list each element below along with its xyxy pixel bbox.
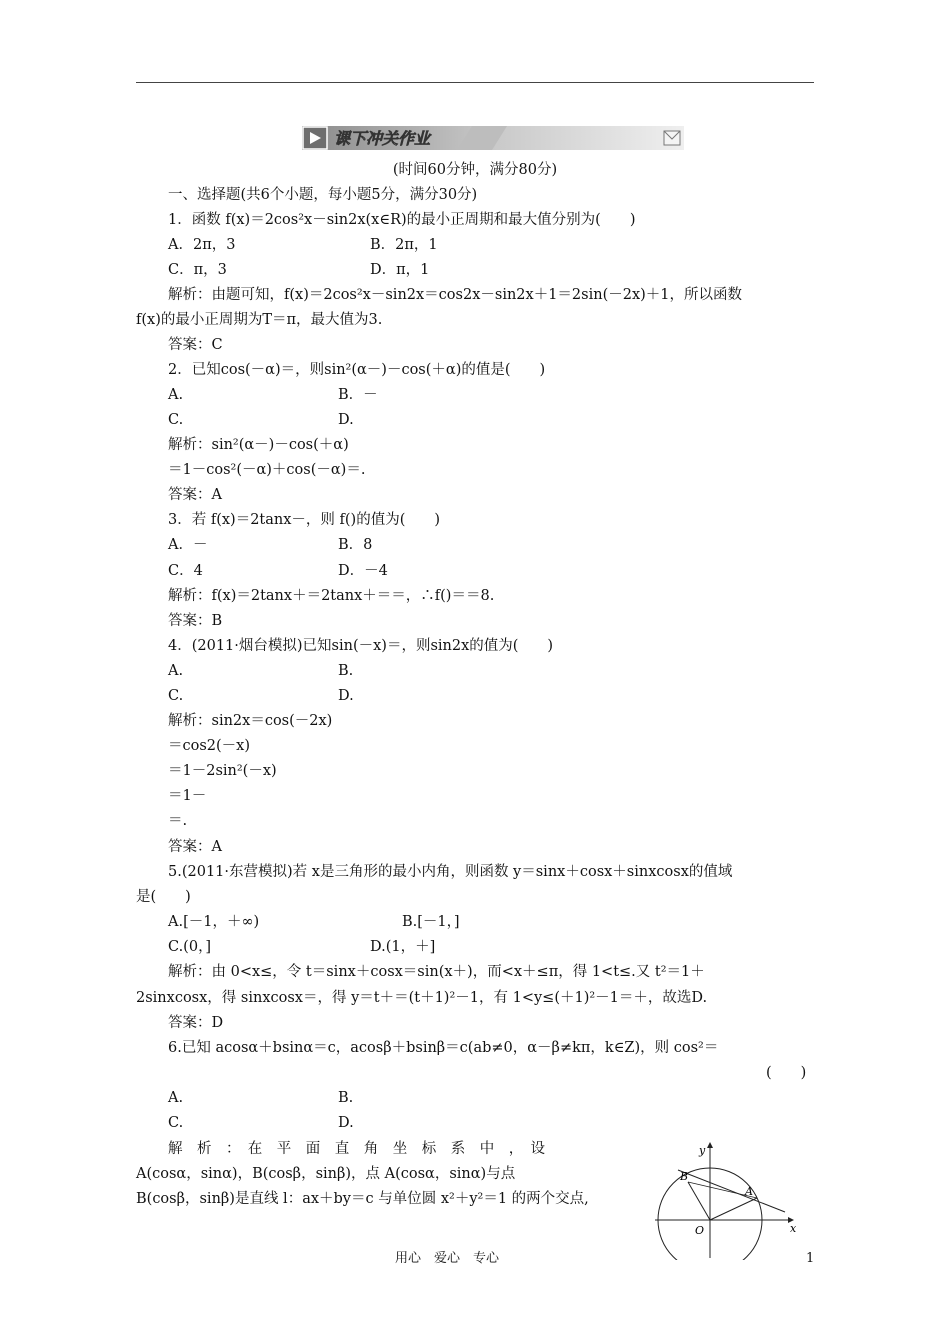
q2-stem: 2．已知cos(－α)＝，则sin²(α－)－cos(＋α)的值是( ) (168, 362, 546, 378)
line-l (678, 1170, 785, 1212)
q2-answer: 答案：A (168, 487, 222, 503)
q5-answer: 答案：D (168, 1015, 224, 1031)
section-banner (302, 125, 684, 151)
unit-circle-figure (650, 1140, 800, 1260)
q6-option-a: A. (168, 1090, 184, 1106)
q5-option-d: D.(1，＋] (370, 939, 436, 955)
q4-option-b: B. (338, 663, 354, 679)
section-title: 一、选择题(共6个小题，每小题5分，满分30分) (168, 187, 478, 203)
q6-solution-1: 解 析 ： 在 平 面 直 角 坐 标 系 中 ， 设 (168, 1141, 545, 1157)
q6-solution-3: B(cosβ，sinβ)是直线 l：ax＋by＝c 与单位圆 x²＋y²＝1 的两个交点, (136, 1191, 589, 1207)
page-number: 1 (806, 1251, 815, 1266)
q6-option-b: B. (338, 1090, 354, 1106)
q6-stem-2: ( ) (766, 1065, 807, 1081)
q1-option-c: C．π，3 (168, 262, 227, 278)
footer-motto: 用心 爱心 专心 (395, 1251, 500, 1266)
q3-option-c: C．4 (168, 563, 203, 579)
q3-answer: 答案：B (168, 613, 223, 629)
q6-solution-2: A(cosα，sinα)，B(cosβ，sinβ)，点 A(cosα，sinα)与点 (136, 1166, 516, 1182)
q5-option-b: B.[－1，] (402, 914, 460, 930)
q2-option-d: D. (338, 412, 354, 428)
q2-solution-2: ＝1－cos²(－α)＋cos(－α)＝. (168, 462, 366, 478)
q1-option-d: D．π，1 (370, 262, 430, 278)
q3-option-b: B．8 (338, 537, 373, 553)
q4-answer: 答案：A (168, 839, 222, 855)
q1-answer: 答案：C (168, 337, 223, 353)
q5-solution-1: 解析：由 0<x≤，令 t＝sinx＋cosx＝sin(x＋)，而<x＋≤π，得 1<t≤.又 t²＝1＋ (168, 964, 705, 980)
q5-stem-1: 5.(2011·东营模拟)若 x是三角形的最小内角，则函数 y＝sinx＋cosx＋sinxcosx的值域 (168, 864, 733, 880)
q5-stem-2: 是( ) (136, 889, 191, 905)
segment-ob (688, 1182, 710, 1220)
q4-solution-1: 解析：sin2x＝cos(－2x) (168, 713, 333, 729)
q5-option-c: C.(0，] (168, 939, 211, 955)
q2-solution-1: 解析：sin²(α－)－cos(＋α) (168, 437, 349, 453)
q6-option-c: C. (168, 1115, 184, 1131)
label-b: B (680, 1170, 689, 1183)
q3-option-d: D．－4 (338, 563, 388, 579)
q4-solution-4: ＝1－ (168, 788, 207, 804)
q4-solution-3: ＝1－2sin²(－x) (168, 763, 277, 779)
q1-solution-1: 解析：由题可知，f(x)＝2cos²x－sin2x＝cos2x－sin2x＋1＝2sin(－2x)＋1，所以函数 (168, 287, 743, 303)
y-axis-arrow-icon (707, 1142, 713, 1148)
header-rule (136, 82, 814, 83)
q2-option-a: A. (168, 387, 184, 403)
q4-option-a: A. (168, 663, 184, 679)
q5-solution-2: 2sinxcosx，得 sinxcosx＝，得 y＝t＋＝(t＋1)²－1，有 1<y≤(＋1)²－1＝＋，故选D. (136, 990, 708, 1006)
q1-solution-2: f(x)的最小正周期为T＝π，最大值为3. (136, 312, 383, 328)
q2-option-c: C. (168, 412, 184, 428)
q4-solution-2: ＝cos2(－x) (168, 738, 251, 754)
label-a: A (745, 1185, 753, 1198)
q3-stem: 3．若 f(x)＝2tanx－，则 f()的值为( ) (168, 512, 441, 528)
q4-option-c: C. (168, 688, 184, 704)
q4-solution-5: ＝. (168, 813, 188, 829)
q2-option-b: B．－ (338, 387, 378, 403)
banner-title: 课下冲关作业 (334, 129, 431, 148)
segment-oa (710, 1198, 757, 1220)
q1-stem: 1．函数 f(x)＝2cos²x－sin2x(x∈R)的最小正周期和最大值分别为( ) (168, 212, 636, 228)
q3-option-a: A．－ (168, 537, 208, 553)
q4-stem: 4．(2011·烟台模拟)已知sin(－x)＝，则sin2x的值为( ) (168, 638, 554, 654)
q5-option-a: A.[－1，＋∞) (168, 914, 260, 930)
label-o: O (695, 1224, 705, 1237)
label-y: y (699, 1144, 706, 1157)
time-note: (时间60分钟，满分80分) (392, 162, 558, 178)
q1-option-b: B．2π，1 (370, 237, 438, 253)
q1-option-a: A．2π，3 (168, 237, 236, 253)
q6-stem-1: 6.已知 acosα＋bsinα＝c，acosβ＋bsinβ＝c(ab≠0，α－β≠kπ，k∈Z)，则 cos²＝ (168, 1040, 719, 1056)
q4-option-d: D. (338, 688, 354, 704)
q6-option-d: D. (338, 1115, 354, 1131)
q3-solution-1: 解析：f(x)＝2tanx＋＝2tanx＋＝＝，∴f()＝＝8. (168, 588, 495, 604)
label-x: x (790, 1222, 797, 1235)
